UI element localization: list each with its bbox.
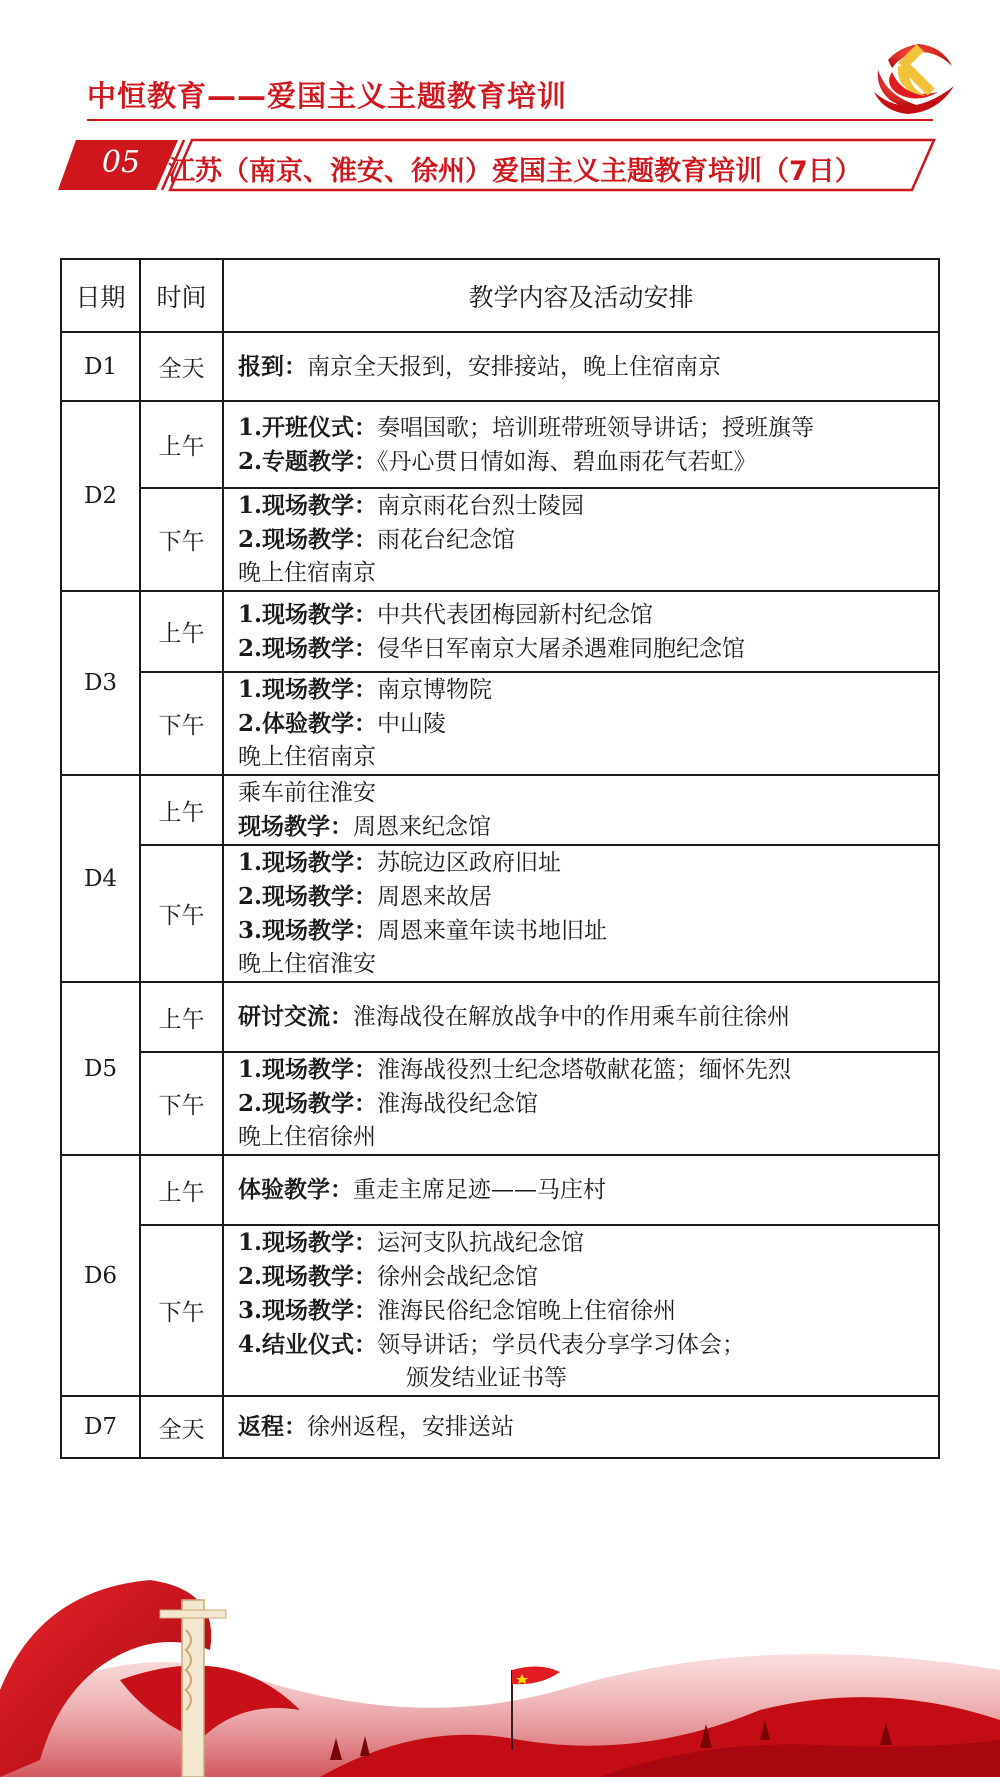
activity-text: 南京博物院 [377,677,492,703]
activity-label: 体验教学： [262,710,377,737]
day-cell: D2 [61,401,140,591]
activity-label: 现场教学： [262,492,377,519]
activity-text: 领导讲话；学员代表分享学习体会； [377,1332,745,1358]
schedule-row [61,672,939,775]
time-cell: 上午 [140,982,223,1052]
activity-text: 淮海战役在解放战争中的作用乘车前往徐州 [353,1004,790,1030]
item-number: 4. [238,1331,263,1358]
day-cell: D1 [61,332,140,401]
activity-text: 徐州会战纪念馆 [377,1264,538,1290]
header-time: 时间 [140,259,223,332]
activity-text: 南京雨花台烈士陵园 [377,493,584,519]
activity-text: 中山陵 [377,711,446,737]
content-line [238,350,938,384]
content-line [238,445,938,479]
activity-text: 淮海战役纪念馆 [377,1091,538,1117]
activity-text: 中共代表团梅园新村纪念馆 [377,601,653,628]
activity-label: 现场教学： [262,883,377,910]
activity-text: 晚上住宿徐州 [238,1124,376,1150]
time-cell: 下午 [140,845,223,982]
content-line [238,1121,938,1154]
activity-text: 晚上住宿南京 [238,744,376,770]
schedule-row [61,488,939,591]
content-line [238,1294,938,1328]
activity-text: 颁发结业证书等 [406,1365,567,1391]
activity-label: 现场教学： [262,1090,377,1117]
item-number: 1. [238,1056,263,1083]
content-cell [223,591,939,672]
day-cell: D5 [61,982,140,1155]
content-line [238,1226,938,1260]
schedule-row [61,332,939,401]
activity-text: 运河支队抗战纪念馆 [377,1230,584,1256]
activity-text: 淮海战役烈士纪念塔敬献花篮；缅怀先烈 [377,1057,791,1083]
time-cell: 全天 [140,332,223,401]
time-cell: 下午 [140,1225,223,1396]
activity-text: 乘车前往淮安 [238,779,376,806]
schedule-row [61,845,939,982]
header-content: 教学内容及活动安排 [223,259,939,332]
time-cell: 上午 [140,591,223,672]
content-cell [223,1052,939,1155]
time-cell: 下午 [140,1052,223,1155]
time-cell: 下午 [140,672,223,775]
item-number: 1. [238,492,263,519]
header-divider [87,119,933,121]
item-number: 2. [238,1263,263,1290]
content-cell [223,1396,939,1458]
activity-text: 《丹心贯日情如海、碧血雨花气若虹》 [377,448,757,475]
schedule-row [61,401,939,488]
content-line [238,1410,938,1444]
activity-label: 现场教学： [262,917,377,944]
content-line [238,914,938,948]
item-number: 1. [238,1229,263,1256]
content-line [238,489,938,523]
content-line [238,880,938,914]
schedule-row [61,982,939,1052]
item-number: 2. [238,710,263,737]
content-cell [223,775,939,845]
item-number: 2. [238,526,263,553]
schedule-row [61,1155,939,1225]
schedule-table [60,258,940,1459]
content-line [238,741,938,774]
content-line [238,523,938,557]
activity-text: 奏唱国歌；培训班带班领导讲话；授班旗等 [377,414,814,441]
activity-text: 周恩来童年读书地旧址 [377,918,607,944]
item-number: 2. [238,634,263,662]
content-line [238,1087,938,1121]
item-number: 1. [238,849,263,876]
schedule-row [61,775,939,845]
content-line [238,1173,938,1207]
header-date: 日期 [61,259,140,332]
schedule-row [61,1396,939,1458]
day-cell: D6 [61,1155,140,1396]
activity-label: 报到： [238,352,307,380]
content-cell [223,332,939,401]
content-cell [223,401,939,488]
content-line [238,810,938,844]
content-line [238,598,938,632]
activity-label: 现场教学： [262,634,377,662]
day-cell: D3 [61,591,140,775]
content-line [238,632,938,666]
section-number: 05 [101,145,141,180]
activity-label: 现场教学： [238,812,353,840]
content-cell [223,672,939,775]
activity-text: 周恩来故居 [377,884,492,910]
activity-text: 晚上住宿南京 [238,560,376,586]
schedule-row [61,1225,939,1396]
activity-text: 重走主席足迹——马庄村 [353,1177,606,1203]
activity-text: 徐州返程，安排送站 [307,1414,514,1440]
content-line [238,411,938,445]
activity-text: 侵华日军南京大屠杀遇难同胞纪念馆 [377,635,745,662]
content-cell [223,1155,939,1225]
activity-label: 现场教学： [262,1263,377,1290]
activity-label: 专题教学： [262,447,377,475]
day-cell: D7 [61,1396,140,1458]
content-cell [223,488,939,591]
brand-title: 中恒教育——爱国主义主题教育培训 [87,79,568,113]
activity-label: 返程： [238,1413,307,1440]
activity-label: 现场教学： [262,600,377,628]
schedule-row [61,1052,939,1155]
section-title-banner [58,136,938,194]
activity-text: 晚上住宿淮安 [238,951,376,977]
activity-text: 淮海民俗纪念馆晚上住宿徐州 [377,1298,676,1324]
time-cell: 上午 [140,775,223,845]
activity-label: 体验教学： [238,1176,353,1203]
activity-label: 现场教学： [262,1056,377,1083]
content-line [238,1362,938,1395]
footer-decoration [0,1570,1000,1777]
activity-label: 开班仪式： [262,413,377,441]
content-line [238,1000,938,1034]
content-cell [223,845,939,982]
schedule-body [61,332,939,1458]
content-line [238,673,938,707]
activity-text: 雨花台纪念馆 [377,527,515,553]
item-number: 1. [238,676,263,703]
content-line [238,557,938,590]
activity-label: 研讨交流： [238,1003,353,1030]
content-line [238,777,938,810]
time-cell: 上午 [140,1155,223,1225]
content-cell [223,982,939,1052]
activity-label: 结业仪式： [262,1331,377,1358]
table-header-row [61,259,939,332]
activity-label: 现场教学： [262,849,377,876]
time-cell: 下午 [140,488,223,591]
content-line [238,1053,938,1087]
activity-label: 现场教学： [262,1297,377,1324]
activity-text: 周恩来纪念馆 [353,813,491,840]
schedule-row [61,591,939,672]
activity-label: 现场教学： [262,526,377,553]
item-number: 1. [238,413,263,441]
content-line [238,1260,938,1294]
item-number: 2. [238,883,263,910]
content-line [238,707,938,741]
item-number: 2. [238,1090,263,1117]
item-number: 1. [238,600,263,628]
content-line [238,1328,938,1362]
section-title: 江苏（南京、淮安、徐州）爱国主义主题教育培训（7日） [168,156,862,187]
party-emblem-icon [868,30,958,120]
item-number: 3. [238,1297,263,1324]
content-line [238,846,938,880]
time-cell: 全天 [140,1396,223,1458]
activity-label: 现场教学： [262,676,377,703]
activity-text: 南京全天报到，安排接站，晚上住宿南京 [307,353,721,380]
content-cell [223,1225,939,1396]
activity-label: 现场教学： [262,1229,377,1256]
time-cell: 上午 [140,401,223,488]
content-line [238,948,938,981]
activity-text: 苏皖边区政府旧址 [377,850,561,876]
day-cell: D4 [61,775,140,982]
item-number: 3. [238,917,263,944]
item-number: 2. [238,447,263,475]
